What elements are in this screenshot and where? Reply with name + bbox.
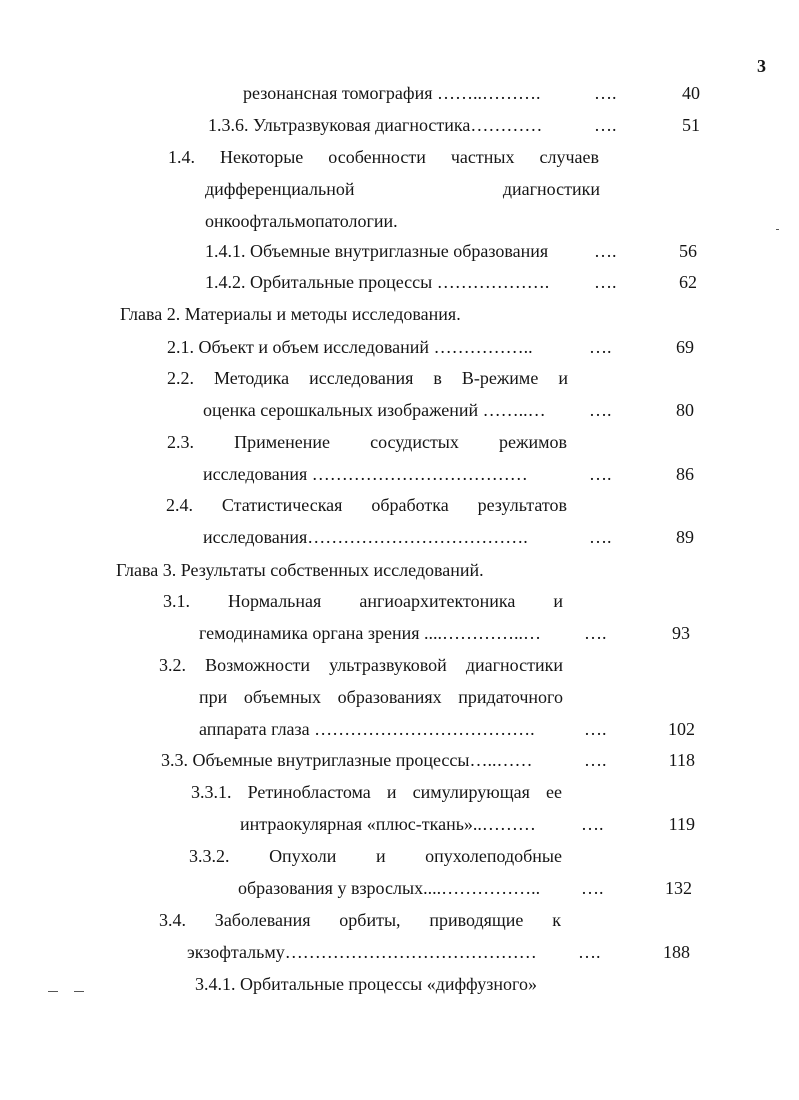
chapter-title: Глава 3. Результаты собственных исследований.	[116, 560, 484, 580]
toc-entry	[0, 336, 799, 358]
toc-entry-line: онкоофтальмопатологии.	[205, 211, 398, 231]
word: Ретинобластома	[247, 782, 371, 802]
toc-page: 93	[672, 623, 690, 643]
toc-leader: ….	[578, 942, 601, 962]
word: Статистическая	[221, 495, 343, 515]
word: обработка	[371, 495, 449, 515]
toc-entry-line	[205, 178, 600, 200]
word: дифференциальной	[205, 179, 355, 199]
word: 2.4.	[166, 495, 193, 515]
toc-page: 51	[682, 115, 700, 135]
toc-page: 132	[665, 878, 692, 898]
word: 2.3.	[167, 432, 194, 452]
word: и	[375, 846, 386, 866]
word: диагностики	[502, 179, 600, 199]
word: ее	[546, 782, 562, 802]
word: и	[386, 782, 397, 802]
toc-page: 80	[676, 400, 694, 420]
word: 3.2.	[159, 655, 186, 675]
toc-entry	[0, 973, 799, 995]
toc-entry-title: исследования……………………………….	[203, 527, 528, 547]
toc-entry-title: аппарата глаза ……………………………….	[199, 719, 535, 739]
chapter-heading	[0, 303, 799, 325]
scan-mark	[776, 229, 779, 230]
toc-page: 102	[668, 719, 695, 739]
word: Заболевания	[214, 910, 311, 930]
chapter-title: Глава 2. Материалы и методы исследования.	[120, 304, 461, 324]
word: результатов	[477, 495, 567, 515]
toc-page: 89	[676, 527, 694, 547]
toc-leader: ….	[584, 719, 607, 739]
word: объемных	[243, 687, 322, 707]
toc-entry-line	[191, 781, 562, 803]
word: сосудистых	[370, 432, 459, 452]
toc-entry	[0, 271, 799, 293]
word: Нормальная	[228, 591, 322, 611]
toc-page: 118	[668, 750, 695, 770]
toc-entry-title: интраокулярная «плюс-ткань»..………	[240, 814, 536, 834]
word: 3.3.1.	[191, 782, 232, 802]
toc-entry	[0, 749, 799, 771]
page-number: 3	[757, 56, 766, 76]
toc-page: 69	[676, 337, 694, 357]
word: приводящие	[429, 910, 524, 930]
word: Некоторые	[220, 147, 304, 167]
toc-entry	[0, 367, 799, 423]
toc-entry-title: образования у взрослых....……………..	[238, 878, 541, 898]
toc-entry-line	[167, 431, 567, 453]
toc-leader: ….	[581, 814, 604, 834]
toc-entry-title: исследования ………………………………	[203, 464, 528, 484]
toc-entry-title: оценка серошкальных изображений ……..…	[203, 400, 546, 420]
toc-entry-line	[166, 494, 567, 516]
toc-entry-title: экзофтальму……………………………………	[187, 942, 537, 962]
toc-leader: ….	[594, 83, 617, 103]
toc-entry-line	[168, 146, 599, 168]
chapter-heading	[0, 559, 799, 581]
toc-entry-title: 2.1. Объект и объем исследований ……………..	[167, 337, 533, 357]
toc-page: 56	[679, 241, 697, 261]
word: частных	[450, 147, 515, 167]
toc-entry-title: гемодинамика органа зрения ....…………..…	[199, 623, 542, 643]
toc-entry-title: резонансная томография ……..……….	[243, 83, 541, 103]
toc-entry	[0, 909, 799, 965]
word: 3.3.2.	[189, 846, 230, 866]
toc-leader: ….	[584, 750, 607, 770]
toc-page: 62	[679, 272, 697, 292]
word: придаточного	[458, 687, 563, 707]
word: образованиях	[337, 687, 442, 707]
word: Опухоли	[269, 846, 337, 866]
toc-page: 86	[676, 464, 694, 484]
toc-entry-line	[199, 686, 563, 708]
toc-leader: ….	[594, 115, 617, 135]
toc-entry-title: 1.4.1. Объемные внутриглазные образования	[205, 241, 549, 261]
word: ангиоархитектоника	[359, 591, 516, 611]
toc-entry-line	[167, 367, 568, 389]
toc-entry	[0, 114, 799, 136]
toc-page: 119	[668, 814, 695, 834]
word: случаев	[539, 147, 599, 167]
toc-page: 40	[682, 83, 700, 103]
toc-entry-title: 3.3. Объемные внутриглазные процессы…..……	[161, 750, 533, 770]
word: ультразвуковой	[329, 655, 447, 675]
toc-entry	[0, 590, 799, 646]
word: к	[552, 910, 561, 930]
toc-entry	[0, 494, 799, 550]
toc-leader: ….	[581, 878, 604, 898]
toc-entry-line	[159, 654, 563, 676]
word: при	[199, 687, 228, 707]
word: диагностики	[465, 655, 563, 675]
toc-entry-title: 1.4.2. Орбитальные процессы ……………….	[205, 272, 550, 292]
toc-leader: ….	[584, 623, 607, 643]
toc-leader: ….	[594, 241, 617, 261]
word: 1.4.	[168, 147, 195, 167]
toc-entry	[0, 431, 799, 487]
toc-entry-title: 1.3.6. Ультразвуковая диагностика…………	[208, 115, 543, 135]
toc-entry-title: 3.4.1. Орбитальные процессы «диффузного»	[195, 974, 537, 994]
toc-leader: ….	[589, 527, 612, 547]
word: 3.4.	[159, 910, 186, 930]
toc-entry-line	[159, 909, 561, 931]
word: симулирующая	[412, 782, 530, 802]
toc-entry-line	[163, 590, 563, 612]
toc-entry	[0, 654, 799, 744]
word: В-режиме	[461, 368, 539, 388]
toc-entry	[0, 146, 799, 236]
toc-entry-line	[189, 845, 562, 867]
toc-entry	[0, 82, 799, 104]
scan-mark	[74, 991, 84, 992]
word: и	[553, 591, 563, 611]
scan-mark	[48, 991, 58, 992]
toc-leader: ….	[589, 400, 612, 420]
word: в	[433, 368, 442, 388]
toc-entry	[0, 781, 799, 837]
word: 2.2.	[167, 368, 194, 388]
word: особенности	[328, 147, 426, 167]
word: Возможности	[205, 655, 310, 675]
toc-entry	[0, 845, 799, 901]
word: и	[558, 368, 568, 388]
word: Применение	[234, 432, 330, 452]
word: 3.1.	[163, 591, 190, 611]
word: орбиты,	[339, 910, 401, 930]
toc-leader: ….	[594, 272, 617, 292]
toc-page: 188	[663, 942, 690, 962]
toc-leader: ….	[589, 464, 612, 484]
word: режимов	[499, 432, 567, 452]
toc-leader: ….	[589, 337, 612, 357]
toc-entry	[0, 240, 799, 262]
word: исследования	[309, 368, 414, 388]
word: опухолеподобные	[425, 846, 562, 866]
word: Методика	[213, 368, 290, 388]
